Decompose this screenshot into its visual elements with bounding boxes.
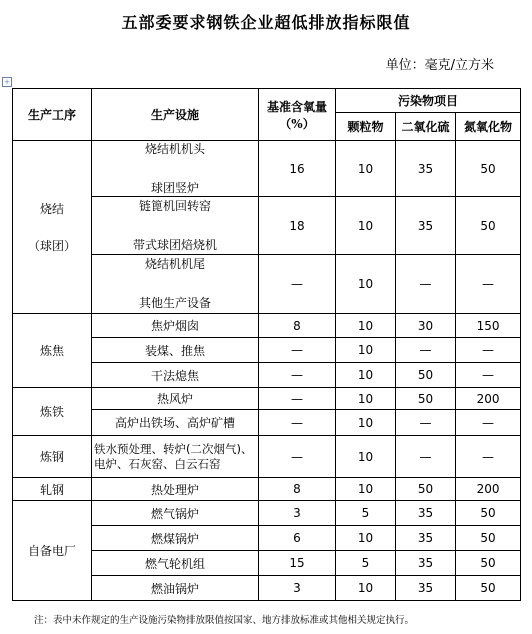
facility-cell	[92, 141, 259, 197]
header-oxygen-unit: （%）	[279, 116, 315, 131]
pm-cell: 10	[336, 314, 396, 338]
pm-cell: 10	[336, 436, 396, 478]
facility-label: 带式球团焙烧机	[132, 237, 217, 252]
header-nox: 氮氧化物	[456, 113, 521, 141]
unit-label: 单位：毫克/立方米	[385, 58, 494, 73]
process-cell-steelmaking: 炼钢	[13, 436, 92, 478]
process-label: （球团）	[27, 239, 76, 253]
process-cell-coking: 炼焦	[13, 314, 92, 388]
table-row	[13, 501, 521, 526]
so2-cell: 35	[396, 197, 456, 255]
facility-cell: 燃气锅炉	[92, 501, 259, 526]
facility-cell: 高炉出铁场、高炉矿槽	[92, 410, 259, 436]
nox-cell: 50	[456, 526, 521, 551]
pm-cell: 5	[336, 501, 396, 526]
page-title: 五部委要求钢铁企业超低排放指标限值	[121, 13, 411, 32]
nox-cell: —	[456, 436, 521, 478]
oxygen-cell: 18	[259, 197, 336, 255]
facility-label: 铁水预处理、转炉(二次烟气)、	[94, 441, 253, 456]
pm-cell: 10	[336, 576, 396, 601]
facility-cell	[92, 436, 259, 478]
so2-cell: 35	[396, 526, 456, 551]
process-cell-ironmaking: 炼铁	[13, 388, 92, 436]
facility-label: 链篦机回转窑	[138, 198, 211, 213]
facility-cell: 燃油锅炉	[92, 576, 259, 601]
facility-label: 烧结机机头	[144, 141, 205, 156]
process-cell-rolling: 轧钢	[13, 478, 92, 501]
so2-cell: 35	[396, 551, 456, 576]
nox-cell: 200	[456, 478, 521, 501]
process-cell-sintering	[13, 141, 92, 314]
nox-cell: 50	[456, 551, 521, 576]
oxygen-cell: 3	[259, 501, 336, 526]
facility-cell	[92, 255, 259, 314]
table-row	[13, 388, 521, 410]
header-oxygen-label: 基准含氧量	[266, 99, 327, 114]
so2-cell: —	[396, 436, 456, 478]
oxygen-cell: 8	[259, 314, 336, 338]
so2-cell: —	[396, 338, 456, 363]
header-oxygen	[259, 89, 336, 141]
so2-cell: 30	[396, 314, 456, 338]
so2-cell: 35	[396, 141, 456, 197]
table-row	[13, 478, 521, 501]
facility-cell: 燃煤锅炉	[92, 526, 259, 551]
nox-cell: 150	[456, 314, 521, 338]
oxygen-cell: —	[259, 363, 336, 388]
pm-cell: 10	[336, 338, 396, 363]
facility-cell: 干法熄焦	[92, 363, 259, 388]
table-row	[13, 314, 521, 338]
header-pm: 颗粒物	[336, 113, 396, 141]
oxygen-cell: —	[259, 436, 336, 478]
emission-limits-table	[12, 88, 521, 601]
so2-cell: 35	[396, 576, 456, 601]
oxygen-cell: —	[259, 338, 336, 363]
facility-cell: 热风炉	[92, 388, 259, 410]
oxygen-cell: 15	[259, 551, 336, 576]
pm-cell: 10	[336, 255, 396, 314]
nox-cell: —	[456, 363, 521, 388]
so2-cell: —	[396, 255, 456, 314]
facility-cell: 热处理炉	[92, 478, 259, 501]
table-row	[13, 141, 521, 197]
nox-cell: 50	[456, 576, 521, 601]
nox-cell: 50	[456, 197, 521, 255]
pm-cell: 10	[336, 478, 396, 501]
oxygen-cell: 16	[259, 141, 336, 197]
oxygen-cell: 3	[259, 576, 336, 601]
header-so2: 二氧化硫	[396, 113, 456, 141]
pm-cell: 10	[336, 526, 396, 551]
facility-label: 球团竖炉	[150, 180, 199, 195]
pm-cell: 10	[336, 141, 396, 197]
facility-label: 电炉、石灰窑、白云石窑	[94, 456, 221, 471]
nox-cell: 50	[456, 501, 521, 526]
facility-label: 烧结机机尾	[144, 257, 205, 271]
table-footnote: 注：表中未作规定的生产设施污染物排放限值按国家、地方排放标准或其他相关规定执行。	[34, 615, 415, 626]
facility-cell: 焦炉烟囱	[92, 314, 259, 338]
process-cell-power-plant: 自备电厂	[13, 501, 92, 601]
facility-cell	[92, 197, 259, 255]
pm-cell: 5	[336, 551, 396, 576]
facility-label: 其他生产设备	[138, 296, 211, 310]
header-pollutants: 污染物项目	[336, 89, 521, 113]
facility-cell: 燃气轮机组	[92, 551, 259, 576]
oxygen-cell: —	[259, 388, 336, 410]
so2-cell: 35	[396, 501, 456, 526]
so2-cell: 50	[396, 363, 456, 388]
so2-cell: 50	[396, 388, 456, 410]
so2-cell: —	[396, 410, 456, 436]
nox-cell: —	[456, 410, 521, 436]
so2-cell: 50	[396, 478, 456, 501]
header-process: 生产工序	[13, 89, 92, 141]
table-move-handle-icon[interactable]: +	[2, 77, 12, 87]
header-facility: 生产设施	[92, 89, 259, 141]
nox-cell: —	[456, 338, 521, 363]
pm-cell: 10	[336, 363, 396, 388]
pm-cell: 10	[336, 197, 396, 255]
pm-cell: 10	[336, 410, 396, 436]
pm-cell: 10	[336, 388, 396, 410]
nox-cell: —	[456, 255, 521, 314]
oxygen-cell: —	[259, 410, 336, 436]
table-row	[13, 436, 521, 478]
nox-cell: 200	[456, 388, 521, 410]
facility-cell: 装煤、推焦	[92, 338, 259, 363]
nox-cell: 50	[456, 141, 521, 197]
process-label: 烧结	[39, 202, 64, 216]
oxygen-cell: 6	[259, 526, 336, 551]
oxygen-cell: —	[259, 255, 336, 314]
oxygen-cell: 8	[259, 478, 336, 501]
